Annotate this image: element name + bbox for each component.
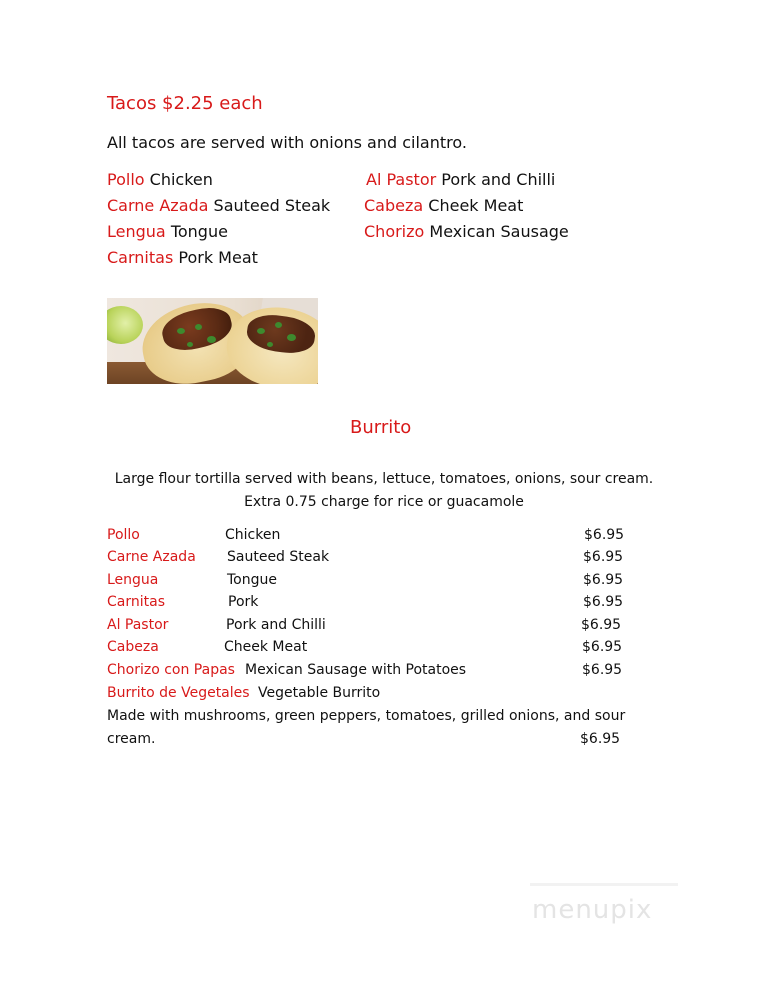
tacos-title: Tacos $2.25 each xyxy=(107,93,263,114)
burrito-spanish-name: Lengua xyxy=(107,572,159,588)
burrito-title: Burrito xyxy=(350,417,412,438)
burrito-row-lengua xyxy=(0,572,768,592)
burrito-price: $6.95 xyxy=(583,572,624,588)
burrito-description-line1: Large flour tortilla served with beans, lettuce, tomatoes, onions, sour cream. xyxy=(114,471,654,487)
taco-item-pollo xyxy=(107,170,213,189)
burrito-english-name: Sauteed Steak xyxy=(227,549,330,565)
taco-item-english: Pork and Chilli xyxy=(441,170,556,189)
burrito-row-al-pastor xyxy=(0,617,768,637)
tacos-photo xyxy=(107,298,318,384)
burrito-price: $6.95 xyxy=(581,617,622,633)
taco-item-chorizo xyxy=(364,222,569,241)
burrito-vegetales-description-line1 xyxy=(0,708,768,728)
taco-item-al-pastor xyxy=(366,170,555,189)
taco-item-spanish: Cabeza xyxy=(364,196,424,215)
burrito-spanish-name: Carnitas xyxy=(107,594,165,610)
tacos-intro: All tacos are served with onions and cilantro. xyxy=(107,133,467,152)
burrito-row-chorizo-con-papas xyxy=(0,662,768,682)
burrito-spanish-name: Chorizo con Papas xyxy=(107,662,235,678)
burrito-row-carne-azada xyxy=(0,549,768,569)
burrito-price: $6.95 xyxy=(582,662,623,678)
burrito-vegetales-description: Made with mushrooms, green peppers, tomatoes, grilled onions, and sour xyxy=(107,708,626,724)
taco-item-english: Tongue xyxy=(170,222,228,241)
watermark-rule xyxy=(530,883,678,886)
taco-item-carne-azada xyxy=(107,196,330,215)
burrito-price: $6.95 xyxy=(583,549,624,565)
burrito-english-name: Pork xyxy=(228,594,259,610)
burrito-english-name: Pork and Chilli xyxy=(226,617,326,633)
burrito-row-cabeza xyxy=(0,639,768,659)
burrito-english-name: Tongue xyxy=(227,572,277,588)
taco-item-english: Mexican Sausage xyxy=(429,222,569,241)
taco-item-spanish: Carne Azada xyxy=(107,196,209,215)
taco-item-spanish: Pollo xyxy=(107,170,145,189)
burrito-english-name: Vegetable Burrito xyxy=(258,685,381,701)
taco-item-cabeza xyxy=(364,196,523,215)
burrito-description-line2: Extra 0.75 charge for rice or guacamole xyxy=(244,494,524,510)
taco-item-english: Pork Meat xyxy=(178,248,258,267)
burrito-spanish-name: Pollo xyxy=(107,527,140,543)
burrito-row-vegetales xyxy=(0,685,768,705)
taco-item-english: Chicken xyxy=(149,170,213,189)
burrito-vegetales-description-end: cream. xyxy=(107,731,156,747)
taco-item-english: Sauteed Steak xyxy=(213,196,331,215)
burrito-row-carnitas xyxy=(0,594,768,614)
taco-item-spanish: Lengua xyxy=(107,222,166,241)
burrito-price: $6.95 xyxy=(582,639,623,655)
taco-item-lengua xyxy=(107,222,228,241)
taco-item-spanish: Al Pastor xyxy=(366,170,437,189)
burrito-english-name: Mexican Sausage with Potatoes xyxy=(245,662,467,678)
burrito-spanish-name: Cabeza xyxy=(107,639,159,655)
burrito-english-name: Cheek Meat xyxy=(224,639,308,655)
burrito-vegetales-description-line2 xyxy=(0,731,768,751)
burrito-price: $6.95 xyxy=(584,527,625,543)
burrito-price: $6.95 xyxy=(580,731,621,747)
burrito-spanish-name: Burrito de Vegetales xyxy=(107,685,250,701)
taco-item-english: Cheek Meat xyxy=(428,196,524,215)
menupix-watermark: menupix xyxy=(532,895,653,925)
burrito-english-name: Chicken xyxy=(225,527,281,543)
taco-item-spanish: Carnitas xyxy=(107,248,174,267)
taco-item-carnitas xyxy=(107,248,258,267)
taco-item-spanish: Chorizo xyxy=(364,222,425,241)
burrito-spanish-name: Carne Azada xyxy=(107,549,196,565)
burrito-row-pollo xyxy=(0,527,768,547)
burrito-price: $6.95 xyxy=(583,594,624,610)
burrito-spanish-name: Al Pastor xyxy=(107,617,169,633)
